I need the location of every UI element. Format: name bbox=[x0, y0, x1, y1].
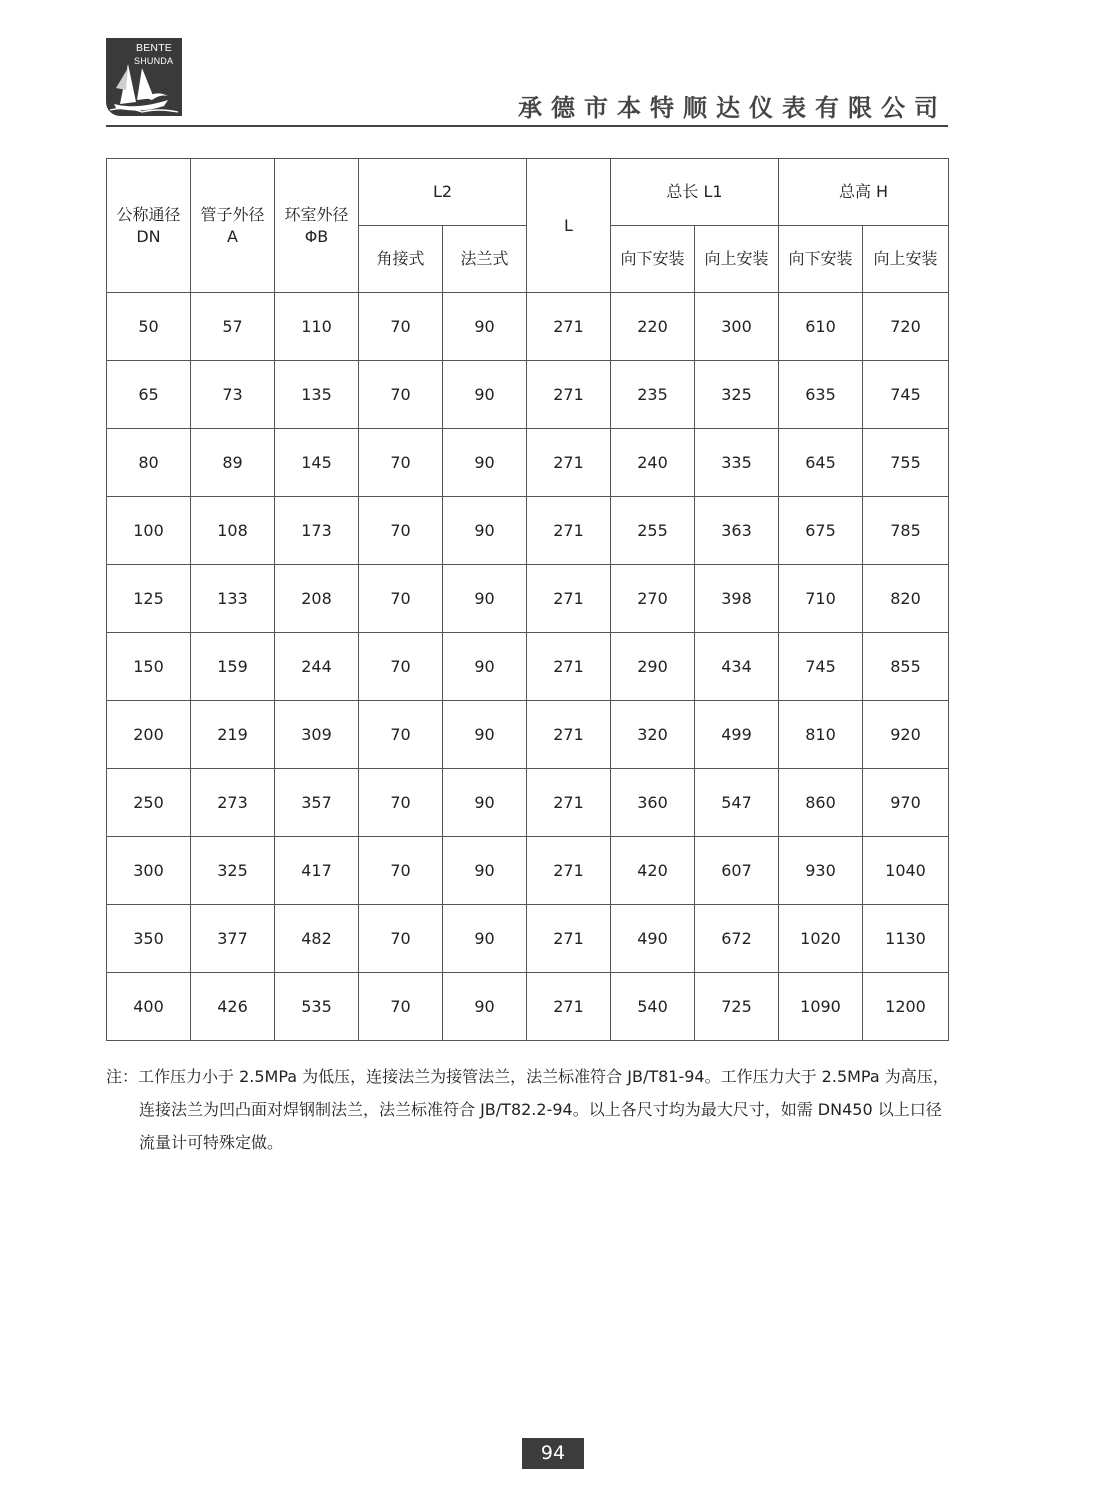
table-cell: 335 bbox=[695, 429, 779, 497]
table-cell: 159 bbox=[191, 633, 275, 701]
table-cell: 810 bbox=[779, 701, 863, 769]
table-cell: 482 bbox=[275, 905, 359, 973]
table-cell: 417 bbox=[275, 837, 359, 905]
table-cell: 755 bbox=[863, 429, 949, 497]
table-cell: 70 bbox=[359, 497, 443, 565]
table-cell: 125 bbox=[107, 565, 191, 633]
table-cell: 1200 bbox=[863, 973, 949, 1041]
table-cell: 607 bbox=[695, 837, 779, 905]
footnote-line-2: 连接法兰为凹凸面对焊钢制法兰，法兰标准符合 JB/T82.2-94。以上各尺寸均为最大尺寸，如需 DN450 以上口径 bbox=[139, 1100, 942, 1119]
table-cell: 208 bbox=[275, 565, 359, 633]
table-cell: 675 bbox=[779, 497, 863, 565]
table-cell: 434 bbox=[695, 633, 779, 701]
table-cell: 300 bbox=[695, 293, 779, 361]
table-row bbox=[107, 837, 949, 905]
table-cell: 244 bbox=[275, 633, 359, 701]
header-l1: 总长 L1 bbox=[611, 159, 779, 226]
table-row bbox=[107, 565, 949, 633]
table-cell: 70 bbox=[359, 633, 443, 701]
table-cell: 273 bbox=[191, 769, 275, 837]
table-cell: 65 bbox=[107, 361, 191, 429]
table-cell: 70 bbox=[359, 293, 443, 361]
table-cell: 73 bbox=[191, 361, 275, 429]
table-cell: 110 bbox=[275, 293, 359, 361]
table-cell: 271 bbox=[527, 837, 611, 905]
table-cell: 325 bbox=[191, 837, 275, 905]
table-cell: 855 bbox=[863, 633, 949, 701]
table-cell: 70 bbox=[359, 701, 443, 769]
header-l1-up: 向上安装 bbox=[695, 226, 779, 293]
logo-text-bottom: SHUNDA bbox=[134, 56, 174, 66]
table-cell: 745 bbox=[863, 361, 949, 429]
table-cell: 1040 bbox=[863, 837, 949, 905]
table-row bbox=[107, 633, 949, 701]
table-cell: 271 bbox=[527, 973, 611, 1041]
table-cell: 271 bbox=[527, 361, 611, 429]
table-cell: 1130 bbox=[863, 905, 949, 973]
table-cell: 499 bbox=[695, 701, 779, 769]
table-cell: 490 bbox=[611, 905, 695, 973]
table-cell: 90 bbox=[443, 361, 527, 429]
table-cell: 271 bbox=[527, 429, 611, 497]
header-l1-down: 向下安装 bbox=[611, 226, 695, 293]
table-row bbox=[107, 293, 949, 361]
table-cell: 300 bbox=[107, 837, 191, 905]
table-cell: 255 bbox=[611, 497, 695, 565]
table-cell: 645 bbox=[779, 429, 863, 497]
table-cell: 90 bbox=[443, 769, 527, 837]
table-cell: 219 bbox=[191, 701, 275, 769]
table-cell: 360 bbox=[611, 769, 695, 837]
table-row bbox=[107, 497, 949, 565]
table-cell: 271 bbox=[527, 769, 611, 837]
table-cell: 235 bbox=[611, 361, 695, 429]
table-cell: 250 bbox=[107, 769, 191, 837]
table-cell: 133 bbox=[191, 565, 275, 633]
table-cell: 57 bbox=[191, 293, 275, 361]
table-cell: 820 bbox=[863, 565, 949, 633]
table-cell: 930 bbox=[779, 837, 863, 905]
company-name: 承德市本特顺达仪表有限公司 bbox=[518, 94, 947, 122]
table-cell: 540 bbox=[611, 973, 695, 1041]
header-dn: 公称通径 DN bbox=[107, 159, 191, 293]
table-cell: 363 bbox=[695, 497, 779, 565]
header-rule bbox=[106, 125, 948, 127]
table-cell: 200 bbox=[107, 701, 191, 769]
table-cell: 970 bbox=[863, 769, 949, 837]
table-header-row-1 bbox=[107, 159, 949, 226]
table-cell: 1020 bbox=[779, 905, 863, 973]
table-cell: 271 bbox=[527, 633, 611, 701]
table-cell: 70 bbox=[359, 429, 443, 497]
table-cell: 90 bbox=[443, 837, 527, 905]
table-cell: 426 bbox=[191, 973, 275, 1041]
header-l2-angle: 角接式 bbox=[359, 226, 443, 293]
table-cell: 271 bbox=[527, 701, 611, 769]
table-row bbox=[107, 905, 949, 973]
header-a: 管子外径 A bbox=[191, 159, 275, 293]
table-cell: 173 bbox=[275, 497, 359, 565]
table-cell: 90 bbox=[443, 701, 527, 769]
table-cell: 50 bbox=[107, 293, 191, 361]
page-number: 94 bbox=[522, 1438, 584, 1469]
table-cell: 420 bbox=[611, 837, 695, 905]
table-row bbox=[107, 769, 949, 837]
table-cell: 90 bbox=[443, 429, 527, 497]
table-cell: 70 bbox=[359, 565, 443, 633]
table-cell: 1090 bbox=[779, 973, 863, 1041]
table-cell: 535 bbox=[275, 973, 359, 1041]
header-l: L bbox=[527, 159, 611, 293]
table-cell: 89 bbox=[191, 429, 275, 497]
table-cell: 90 bbox=[443, 497, 527, 565]
table-cell: 377 bbox=[191, 905, 275, 973]
table-cell: 271 bbox=[527, 905, 611, 973]
table-cell: 357 bbox=[275, 769, 359, 837]
table-cell: 90 bbox=[443, 565, 527, 633]
table-cell: 90 bbox=[443, 293, 527, 361]
table-cell: 271 bbox=[527, 497, 611, 565]
table-cell: 710 bbox=[779, 565, 863, 633]
table-cell: 398 bbox=[695, 565, 779, 633]
table-row bbox=[107, 973, 949, 1041]
table-cell: 150 bbox=[107, 633, 191, 701]
table-cell: 309 bbox=[275, 701, 359, 769]
table-cell: 350 bbox=[107, 905, 191, 973]
header-l2-flange: 法兰式 bbox=[443, 226, 527, 293]
footnote bbox=[106, 1060, 956, 1159]
table-cell: 400 bbox=[107, 973, 191, 1041]
table-cell: 290 bbox=[611, 633, 695, 701]
table-cell: 145 bbox=[275, 429, 359, 497]
header-b: 环室外径 ΦB bbox=[275, 159, 359, 293]
table-cell: 135 bbox=[275, 361, 359, 429]
table-cell: 720 bbox=[863, 293, 949, 361]
table-cell: 108 bbox=[191, 497, 275, 565]
table-cell: 860 bbox=[779, 769, 863, 837]
table-row bbox=[107, 361, 949, 429]
table-cell: 547 bbox=[695, 769, 779, 837]
table-cell: 70 bbox=[359, 973, 443, 1041]
table-cell: 270 bbox=[611, 565, 695, 633]
footnote-line-1: 注：工作压力小于 2.5MPa 为低压，连接法兰为接管法兰，法兰标准符合 JB/T81-94。工作压力大于 2.5MPa 为高压， bbox=[106, 1067, 949, 1086]
table-cell: 325 bbox=[695, 361, 779, 429]
table-cell: 672 bbox=[695, 905, 779, 973]
table-cell: 240 bbox=[611, 429, 695, 497]
table-cell: 725 bbox=[695, 973, 779, 1041]
table-cell: 90 bbox=[443, 973, 527, 1041]
table-cell: 80 bbox=[107, 429, 191, 497]
table-cell: 70 bbox=[359, 769, 443, 837]
table-cell: 785 bbox=[863, 497, 949, 565]
table-cell: 220 bbox=[611, 293, 695, 361]
table-cell: 635 bbox=[779, 361, 863, 429]
table-cell: 70 bbox=[359, 905, 443, 973]
table-cell: 100 bbox=[107, 497, 191, 565]
table-cell: 271 bbox=[527, 565, 611, 633]
table-cell: 90 bbox=[443, 633, 527, 701]
header-h-up: 向上安装 bbox=[863, 226, 949, 293]
table-cell: 90 bbox=[443, 905, 527, 973]
table-row bbox=[107, 701, 949, 769]
table-row bbox=[107, 429, 949, 497]
header-l2: L2 bbox=[359, 159, 527, 226]
header-h-down: 向下安装 bbox=[779, 226, 863, 293]
logo-text-top: BENTE bbox=[136, 42, 173, 54]
header-h: 总高 H bbox=[779, 159, 949, 226]
table-cell: 271 bbox=[527, 293, 611, 361]
company-logo bbox=[106, 38, 182, 116]
table-cell: 70 bbox=[359, 361, 443, 429]
footnote-line-3: 流量计可特殊定做。 bbox=[139, 1133, 284, 1152]
table-cell: 70 bbox=[359, 837, 443, 905]
table-cell: 745 bbox=[779, 633, 863, 701]
table-cell: 610 bbox=[779, 293, 863, 361]
table-cell: 920 bbox=[863, 701, 949, 769]
table-cell: 320 bbox=[611, 701, 695, 769]
dimension-table bbox=[106, 158, 949, 1041]
